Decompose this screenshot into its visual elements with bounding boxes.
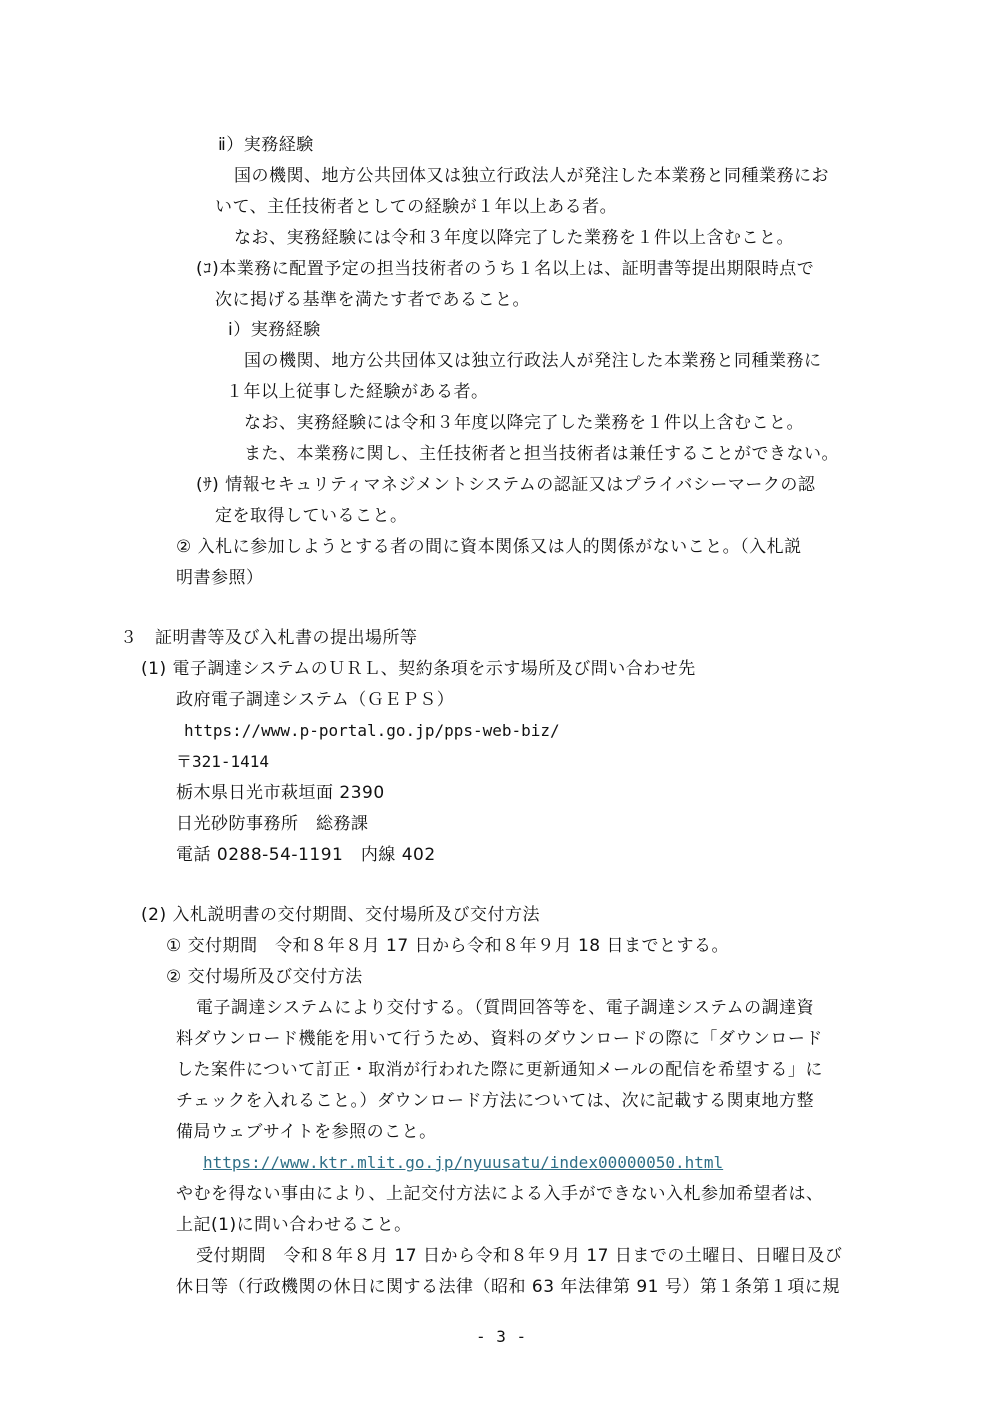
text-line: 次に掲げる基準を満たす者であること。 (215, 290, 530, 310)
text-line: なお、実務経験には令和３年度以降完了した業務を１件以上含むこと。 (234, 228, 794, 248)
address-line: 栃木県日光市萩垣面 2390 (176, 783, 385, 803)
subsection-heading: (1) 電子調達システムのＵＲＬ、契約条項を示す場所及び問い合わせ先 (141, 659, 696, 679)
text-line: 休日等（行政機関の休日に関する法律（昭和 63 年法律第 91 号）第１条第１項に規 (176, 1277, 840, 1297)
text-line: 備局ウェブサイトを参照のこと。 (176, 1122, 437, 1142)
text-line: した案件について訂正・取消が行われた際に更新通知メールの配信を希望する」に (176, 1060, 823, 1080)
text-line: (ｻ) 情報セキュリティマネジメントシステムの認証又はプライバシーマークの認 (196, 475, 816, 495)
text-line: ② 入札に参加しようとする者の間に資本関係又は人的関係がないこと。（入札説 (176, 537, 802, 557)
text-line: 上記(1)に問い合わせること。 (176, 1215, 412, 1235)
text-line: また、本業務に関し、主任技術者と担当技術者は兼任することができない。 (244, 444, 839, 464)
text-line: 政府電子調達システム（ＧＥＰＳ） (176, 690, 455, 710)
text-line: チェックを入れること。）ダウンロード方法については、次に記載する関東地方整 (176, 1091, 815, 1111)
text-line: 料ダウンロード機能を用いて行うため、資料のダウンロードの際に「ダウンロード (176, 1029, 823, 1049)
text-line: ② 交付場所及び交付方法 (166, 967, 363, 987)
phone-line: 電話 0288-54-1191 内線 402 (176, 845, 436, 865)
postal-code: 〒321-1414 (176, 752, 270, 771)
text-line: やむを得ない事由により、上記交付方法による入手ができない入札参加希望者は、 (176, 1184, 824, 1204)
text-line: 明書参照） (176, 568, 264, 588)
text-line: (ｺ)本業務に配置予定の担当技術者のうち１名以上は、証明書等提出期限時点で (196, 259, 815, 279)
text-line: 国の機関、地方公共団体又は独立行政法人が発注した本業務と同種業務に (244, 351, 822, 371)
page-number: - 3 - (476, 1327, 527, 1346)
section-heading: ３ 証明書等及び入札書の提出場所等 (120, 628, 418, 648)
text-line: ① 交付期間 令和８年８月 17 日から令和８年９月 18 日までとする。 (166, 936, 730, 956)
text-line: ⅰ）実務経験 (228, 320, 321, 340)
text-line: なお、実務経験には令和３年度以降完了した業務を１件以上含むこと。 (244, 413, 804, 433)
text-line: いて、主任技術者としての経験が１年以上ある者。 (215, 197, 618, 217)
ktr-website-link[interactable]: https://www.ktr.mlit.go.jp/nyuusatu/index00000050.html (203, 1153, 724, 1172)
text-line: 受付期間 令和８年８月 17 日から令和８年９月 17 日までの土曜日、日曜日及び (196, 1246, 843, 1266)
text-line: 国の機関、地方公共団体又は独立行政法人が発注した本業務と同種業務にお (234, 166, 829, 186)
url-text: https://www.p-portal.go.jp/pps-web-biz/ (184, 721, 560, 740)
text-line: ⅱ）実務経験 (218, 135, 314, 155)
text-line: １年以上従事した経験がある者。 (226, 382, 489, 402)
office-name: 日光砂防事務所 総務課 (176, 814, 369, 834)
text-line: 定を取得していること。 (215, 506, 408, 526)
text-line: 電子調達システムにより交付する。（質問回答等を、電子調達システムの調達資 (196, 998, 815, 1018)
subsection-heading: (2) 入札説明書の交付期間、交付場所及び交付方法 (141, 905, 540, 925)
